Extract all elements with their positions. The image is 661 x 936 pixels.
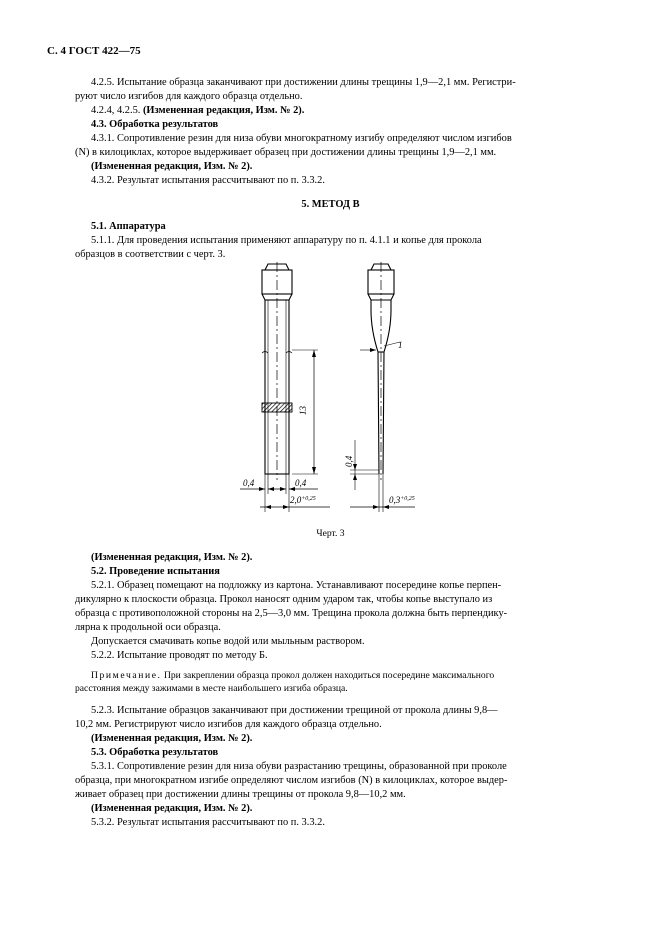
paragraph-5-2-1-line1: 5.2.1. Образец помещают на подложку из картона. Устанавливают посередине копье перпен-	[91, 580, 502, 591]
amendment-text: (Измененная редакция, Изм. № 2).	[142, 105, 305, 116]
section-5-2-heading: 5.2. Проведение испытания	[91, 566, 220, 577]
amendment-note-5-2: (Измененная редакция, Изм. № 2).	[91, 733, 253, 744]
paragraph-5-3-1-line2: образца, при многократном изгибе определяют числом изгибов (N) в килоциклах, которое выдер-	[75, 775, 508, 786]
section-5-title: 5. МЕТОД В	[301, 199, 360, 210]
paragraph-4-2-5-line2: руют число изгибов для каждого образца отдельно.	[75, 91, 303, 102]
paragraph-5-2-3-line1: 5.2.3. Испытание образцов заканчивают при достижении трещиной от прокола длины 9,8—	[91, 705, 498, 716]
dim-2-value: 2,0	[290, 495, 302, 505]
dim-03-tolerance: +0,25	[400, 496, 415, 502]
paragraph-5-2-1-line4: лярна к продольной оси образца.	[75, 622, 221, 633]
note-text: При закреплении образца прокол должен находиться посередине максимального	[161, 670, 495, 681]
note-line2: расстояния между зажимами в месте наибольшего изгиба образца.	[75, 683, 348, 694]
paragraph-5-2-3-line2: 10,2 мм. Регистрируют число изгибов для каждого образца отдельно.	[75, 719, 382, 730]
section-5-3-heading: 5.3. Обработка результатов	[91, 747, 219, 758]
section-5-1-heading: 5.1. Аппаратура	[91, 221, 166, 232]
dim-04-mid-label: 0,4	[295, 478, 307, 488]
amendment-note-5-3: (Измененная редакция, Изм. № 2).	[91, 803, 253, 814]
dim-13-label: 13	[298, 406, 308, 415]
paragraph-5-3-1-line1: 5.3.1. Сопротивление резин для низа обуви разрастанию трещины, образованной при проколе	[91, 761, 507, 772]
page-header: С. 4 ГОСТ 422—75	[47, 45, 141, 57]
dim-04-side-label: 0,4	[344, 455, 354, 467]
side-view	[350, 262, 415, 512]
paragraph-4-3-2: 4.3.2. Результат испытания рассчитывают по п. 3.3.2.	[91, 175, 325, 186]
paragraph-4-2-5-line1: 4.2.5. Испытание образца заканчивают при достижении длины трещины 1,9—2,1 мм. Регистри-	[91, 77, 516, 88]
paragraph-5-1-1-line1: 5.1.1. Для проведения испытания применяют аппаратуру по п. 4.1.1 и копье для прокола	[91, 235, 482, 246]
amendment-refs: 4.2.4, 4.2.5.	[91, 105, 143, 116]
dim-03-label	[389, 495, 415, 505]
paragraph-5-2-1-line2: дикулярно к плоскости образца. Прокол наносят одним ударом так, чтобы копье выступало из	[75, 594, 493, 605]
paragraph-5-2-2: 5.2.2. Испытание проводят по методу Б.	[91, 650, 268, 661]
paragraph-5-2-1-line5: Допускается смачивать копье водой или мыльным раствором.	[91, 636, 365, 647]
amendment-note-4-3: (Измененная редакция, Изм. № 2).	[91, 161, 253, 172]
paragraph-5-1-1-line2: образцов в соответствии с черт. 3.	[75, 249, 226, 260]
dim-04-left-label: 0,4	[243, 478, 255, 488]
front-view	[240, 262, 330, 512]
section-4-3-heading: 4.3. Обработка результатов	[91, 119, 219, 130]
dim-03-value: 0,3	[389, 495, 401, 505]
dim-1-label: 1	[398, 340, 403, 350]
figure-caption: Черт. 3	[316, 528, 345, 539]
note-line1	[91, 669, 494, 683]
paragraph-4-3-1-line2: (N) в килоциклах, которое выдерживает образец при достижении длины трещины 1,9—2,1 мм.	[75, 147, 497, 158]
paragraph-5-3-2: 5.3.2. Результат испытания рассчитывают по п. 3.3.2.	[91, 817, 325, 828]
dim-2-label	[290, 495, 316, 505]
amendment-note-fig3: (Измененная редакция, Изм. № 2).	[91, 552, 253, 563]
paragraph-4-3-1-line1: 4.3.1. Сопротивление резин для низа обуви многократному изгибу определяют числом изгибов	[91, 133, 512, 144]
note-heading: Примечание.	[91, 670, 162, 681]
paragraph-5-3-1-line3: живает образец при достижении длины трещины от прокола 9,8—10,2 мм.	[75, 789, 406, 800]
paragraph-5-2-1-line3: образца с противоположной стороны на 2,5—3,0 мм. Трещина прокола должна быть перпендику-	[75, 608, 508, 619]
dim-2-tolerance: +0,25	[301, 496, 316, 502]
